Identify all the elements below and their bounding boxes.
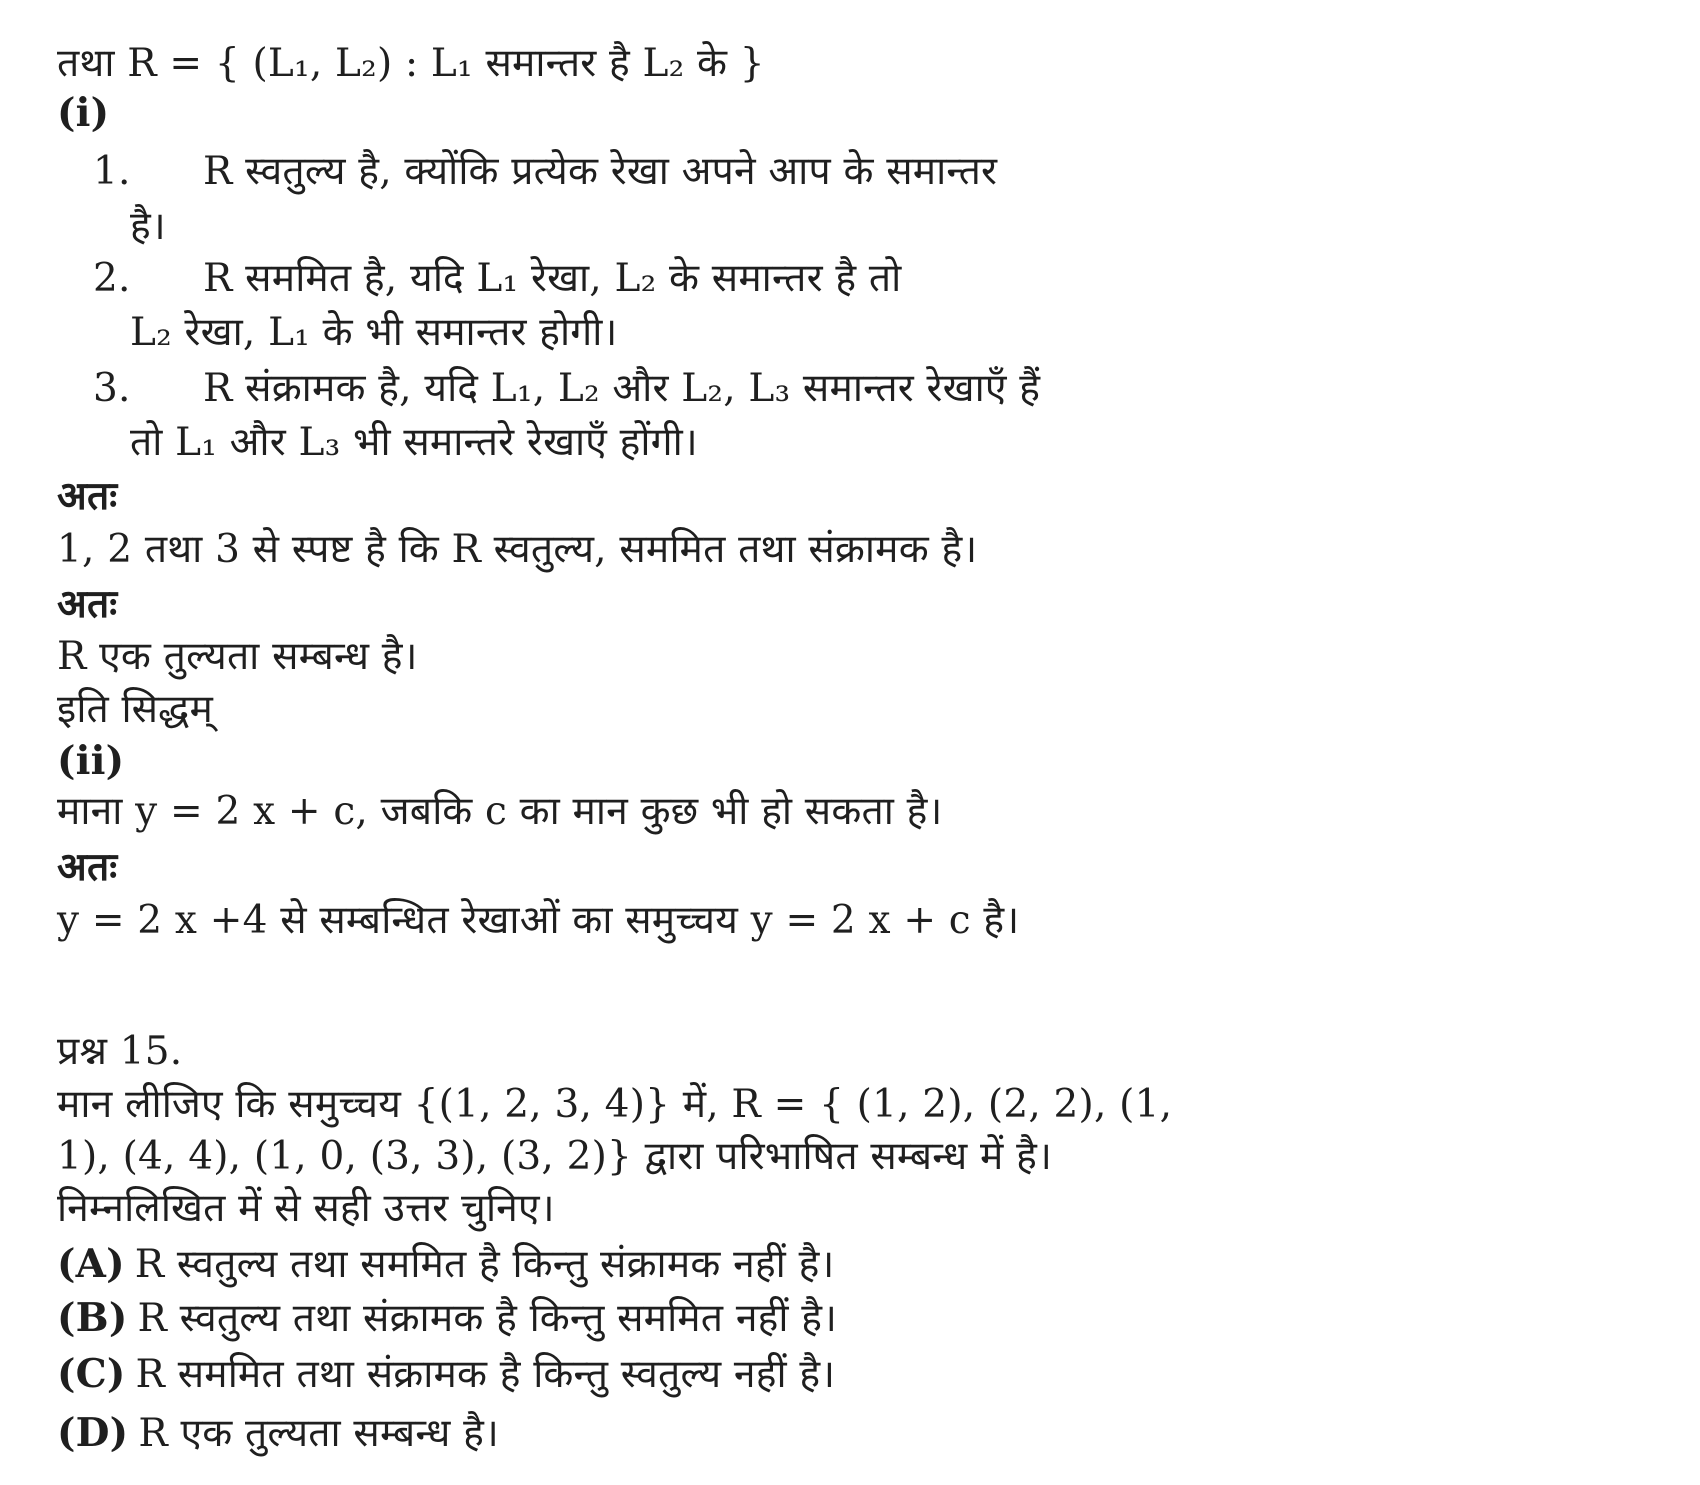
conclusion-line-2: R एक तुल्यता सम्बन्ध है। [57, 634, 418, 679]
item-2-line-1 [93, 257, 901, 301]
atah-label-2: अतः [57, 582, 118, 627]
option-c [57, 1353, 835, 1397]
option-c-letter: (C) [57, 1351, 126, 1397]
iti-siddham: इति सिद्धम् [57, 687, 214, 732]
item-3-line-1 [93, 367, 1040, 411]
item-3-line-2: तो L₁ और L₃ भी समान्तरे रेखाएँ होंगी। [130, 420, 698, 465]
option-b [57, 1297, 837, 1341]
option-d [57, 1412, 499, 1456]
item-3-text-1: R संक्रामक है, यदि L₁, L₂ और L₂, L₃ समान्तर रेखाएँ हैं [203, 366, 1041, 411]
option-c-text: R सममित तथा संक्रामक है किन्तु स्वतुल्य नहीं है। [135, 1352, 836, 1397]
question-line-3: निम्नलिखित में से सही उत्तर चुनिए। [57, 1186, 555, 1231]
part-i-label: (i) [57, 90, 110, 136]
intro-line: तथा R = { (L₁, L₂) : L₁ समान्तर है L₂ के } [57, 41, 765, 86]
option-d-letter: (D) [57, 1410, 129, 1456]
option-b-text: R स्वतुल्य तथा संक्रामक है किन्तु सममित नहीं है। [137, 1296, 838, 1341]
atah-label-1: अतः [57, 474, 118, 519]
mana-line: माना y = 2 x + c, जबकि c का मान कुछ भी हो सकता है। [57, 789, 943, 834]
item-1-number: 1. [93, 149, 131, 194]
option-a-text: R स्वतुल्य तथा सममित है किन्तु संक्रामक नहीं है। [134, 1242, 835, 1287]
item-1-line-2: है। [130, 204, 166, 249]
question-label: प्रश्न 15. [57, 1029, 183, 1074]
item-1-text-1: R स्वतुल्य है, क्योंकि प्रत्येक रेखा अपने आप के समान्तर [203, 149, 998, 194]
option-a-letter: (A) [57, 1241, 125, 1287]
part-ii-label: (ii) [57, 738, 125, 784]
option-a [57, 1243, 834, 1287]
conclusion-line-1: 1, 2 तथा 3 से स्पष्ट है कि R स्वतुल्य, सममित तथा संक्रामक है। [57, 527, 978, 572]
question-line-1: मान लीजिए कि समुच्चय {(1, 2, 3, 4)} में, R = { (1, 2), (2, 2), (1, [57, 1082, 1173, 1127]
option-b-letter: (B) [57, 1295, 128, 1341]
item-2-line-2: L₂ रेखा, L₁ के भी समान्तर होगी। [130, 310, 618, 355]
result-line: y = 2 x +4 से सम्बन्धित रेखाओं का समुच्चय y = 2 x + c है। [57, 898, 1020, 943]
option-d-text: R एक तुल्यता सम्बन्ध है। [138, 1411, 499, 1456]
question-line-2: 1), (4, 4), (1, 0, (3, 3), (3, 2)} द्वारा परिभाषित सम्बन्ध में है। [57, 1134, 1053, 1179]
item-1-line-1 [93, 150, 997, 194]
item-2-number: 2. [93, 256, 131, 301]
item-3-number: 3. [93, 366, 131, 411]
atah-label-3: अतः [57, 845, 118, 890]
item-2-text-1: R सममित है, यदि L₁ रेखा, L₂ के समान्तर है तो [203, 256, 902, 301]
